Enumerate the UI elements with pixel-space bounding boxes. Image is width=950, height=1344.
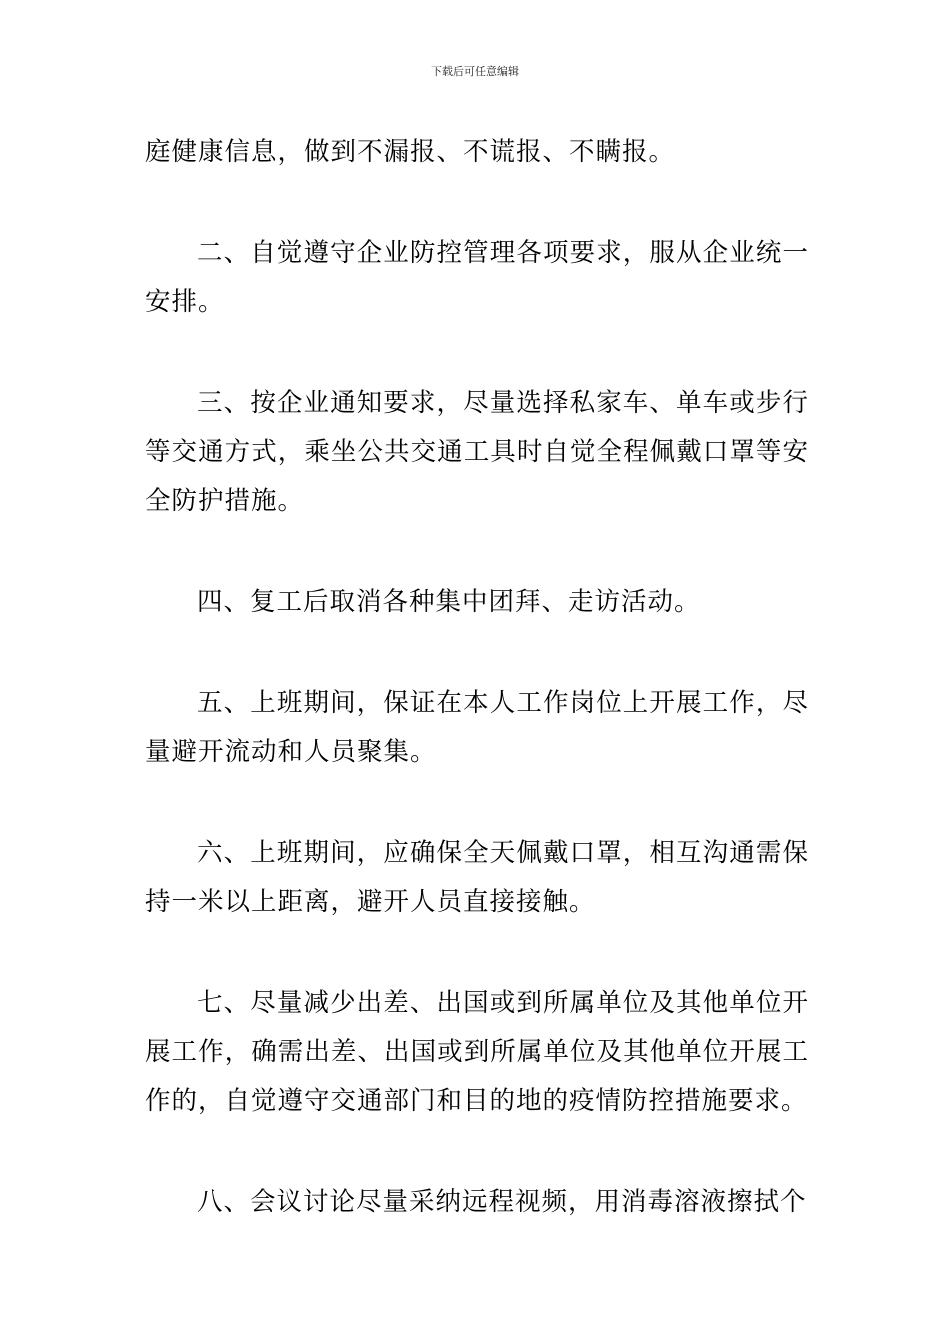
paragraph-item-6: 六、上班期间，应确保全天佩戴口罩，相互沟通需保持一米以上距离，避开人员直接接触。 xyxy=(145,838,809,917)
paragraph-item-3: 三、按企业通知要求，尽量选择私家车、单车或步行等交通方式，乘坐公共交通工具时自觉全程佩戴口罩等安全防护措施。 xyxy=(145,388,809,516)
document-body xyxy=(145,128,809,1227)
paragraph-item-2: 二、自觉遵守企业防控管理各项要求，服从企业统一安排。 xyxy=(145,238,809,317)
paragraph-item-4: 四、复工后取消各种集中团拜、走访活动。 xyxy=(197,587,701,617)
page-header: 下载后可任意编辑 xyxy=(431,65,519,78)
paragraph-item-7: 七、尽量减少出差、出国或到所属单位及其他单位开展工作，确需出差、出国或到所属单位及其他单位开展工作的，自觉遵守交通部门和目的地的疫情防控措施要求。 xyxy=(145,988,809,1116)
paragraph-continued: 庭健康信息，做到不漏报、不谎报、不瞒报。 xyxy=(145,137,676,167)
paragraph-item-8: 八、会议讨论尽量采纳远程视频，用消毒溶液擦拭个 xyxy=(197,1187,807,1217)
paragraph-item-5: 五、上班期间，保证在本人工作岗位上开展工作，尽量避开流动和人员聚集。 xyxy=(145,688,809,767)
